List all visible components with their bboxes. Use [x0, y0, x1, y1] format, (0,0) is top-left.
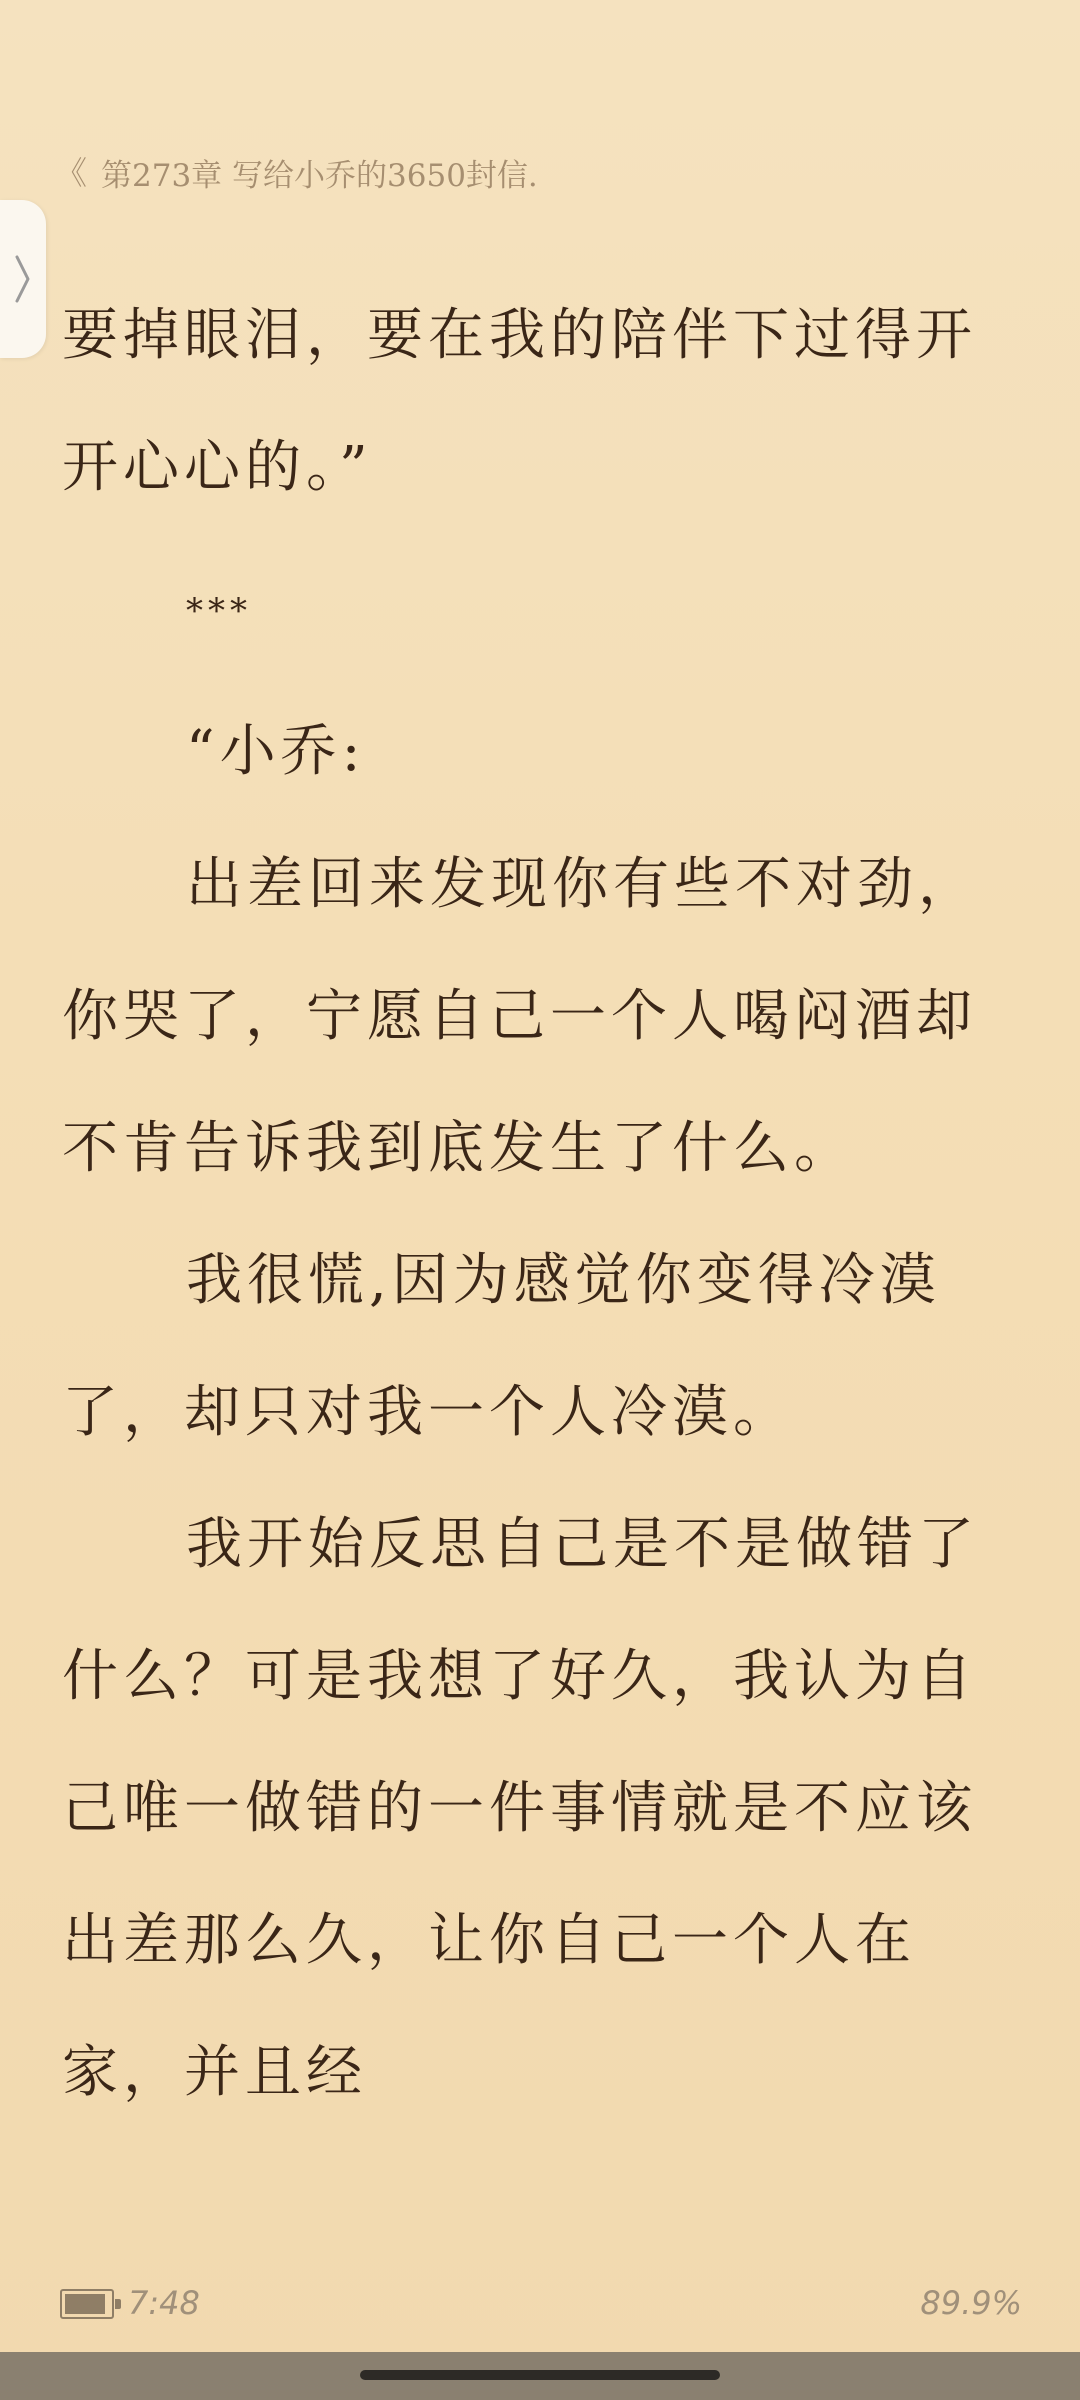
paragraph: 我很慌,因为感觉你变得冷漠了，却只对我一个人冷漠。 [62, 1248, 941, 1445]
section-separator: *** [186, 591, 252, 631]
home-indicator[interactable] [360, 2370, 720, 2380]
battery-icon [60, 2289, 114, 2319]
paragraph: 出差回来发现你有些不对劲，你哭了，宁愿自己一个人喝闷酒却不肯告诉我到底发生了什么。 [62, 852, 979, 1181]
back-icon[interactable]: 《 [55, 153, 88, 192]
battery-fill [65, 2294, 105, 2314]
chevron-right-icon [14, 253, 32, 305]
paragraph: 我开始反思自己是不是做错了什么？可是我想了好久，我认为自己唯一做错的一件事情就是不应该出差那么久，让你自己一个人在家，并且经 [62, 1512, 979, 2105]
reading-content[interactable] [62, 270, 1022, 2139]
paragraph: 要掉眼泪，要在我的陪伴下过得开开心心的。” [62, 303, 977, 500]
clock-time: 7:48 [128, 2284, 200, 2322]
side-drawer-handle[interactable] [0, 200, 46, 358]
paragraph: “小乔: [186, 719, 366, 784]
chapter-header[interactable] [55, 150, 538, 195]
reading-progress: 89.9% [920, 2284, 1022, 2322]
chapter-title: 第273章 写给小乔的3650封信. [101, 158, 538, 194]
